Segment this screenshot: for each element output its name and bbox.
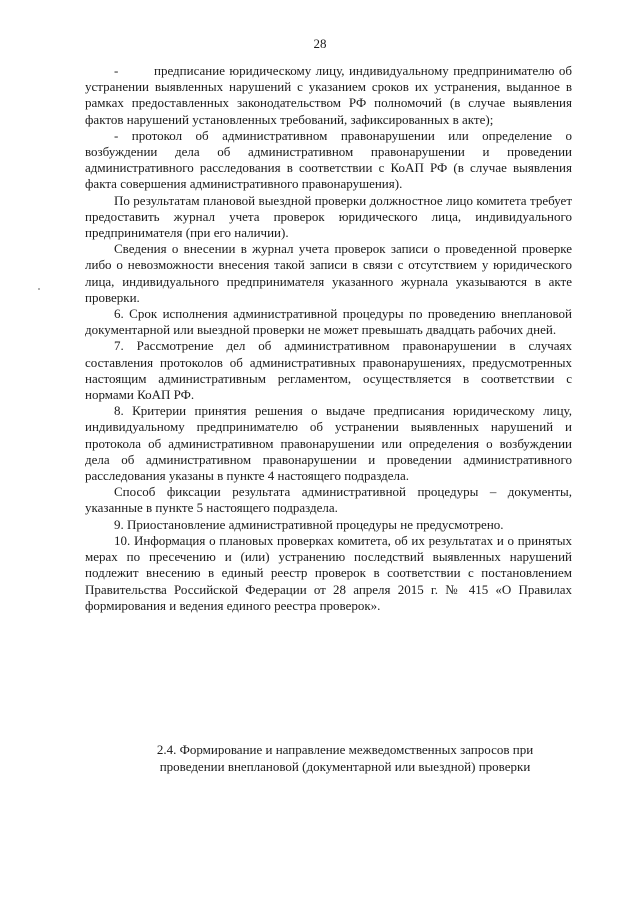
- paragraph-item-6: 6. Срок исполнения административной процедуры по проведению внеплановой документарной или выездной проверки не может превышать двадцать рабочих дней.: [85, 306, 572, 338]
- paragraph-result-fixation: Способ фиксации результата административной процедуры – документы, указанные в пункте 5 настоящего подраздела.: [85, 484, 572, 516]
- paragraph-item-7: 7. Рассмотрение дел об административном правонарушении в случаях составления протоколов об административных правонарушениях, предусмотренных настоящим административным регламентом, осуществляется в соответствии с нормами КоАП РФ.: [85, 338, 572, 403]
- paragraph-inspection-journal: По результатам плановой выездной проверки должностное лицо комитета требует предоставить журнал учета проверок юридического лица, индивидуального предпринимателя (при его наличии).: [85, 192, 572, 241]
- scan-margin-mark: [38, 288, 40, 290]
- paragraph-protocol-item: - протокол об административном правонарушении или определение о возбуждении дела об административном правонарушении и проведении административного расследования в соответствии с КоАП РФ (в случае выявления факта совершения административного правонарушения).: [85, 127, 572, 192]
- paragraph-item-10: 10. Информация о плановых проверках комитета, об их результатах и о принятых мерах по пресечению и (или) устранению последствий выявленных нарушений подлежит внесению в единый реестр проверок в соответствии с постановлением Правительства Российской Федерации от 28 апреля 2015 г. № 415 «О Правилах формирования и ведения единого реестра проверок».: [85, 532, 572, 613]
- paragraph-prescription-item: - предписание юридическому лицу, индивидуальному предпринимателю об устранении выявленных нарушений с указанием сроков их устранения, выданное в рамках предоставленных законодательством РФ полномочий (в случае выявления фактов нарушений установленных требований, зафиксированных в акте);: [85, 63, 572, 127]
- paragraph-item-9: 9. Приостановление административной процедуры не предусмотрено.: [114, 516, 504, 532]
- page-number: 28: [313, 36, 327, 51]
- paragraph-item-8: 8. Критерии принятия решения о выдаче предписания юридическому лицу, индивидуальному предпринимателю об устранении выявленных нарушений и протокола об административном правонарушении или определения о возбуждении дела об административном правонарушении и проведении административного расследования указаны в пункте 4 настоящего подраздела.: [85, 403, 572, 484]
- document-body: [85, 63, 572, 614]
- section-heading: 2.4. Формирование и направление межведомственных запросов при проведении внеплановой (документарной или выездной) проверки: [156, 742, 534, 774]
- paragraph-journal-record: Сведения о внесении в журнал учета проверок записи о проведенной проверке либо о невозможности внесения такой записи в связи с отсутствием у юридического лица, индивидуального предпринимателя указанного журнала указываются в акте проверки.: [85, 241, 572, 305]
